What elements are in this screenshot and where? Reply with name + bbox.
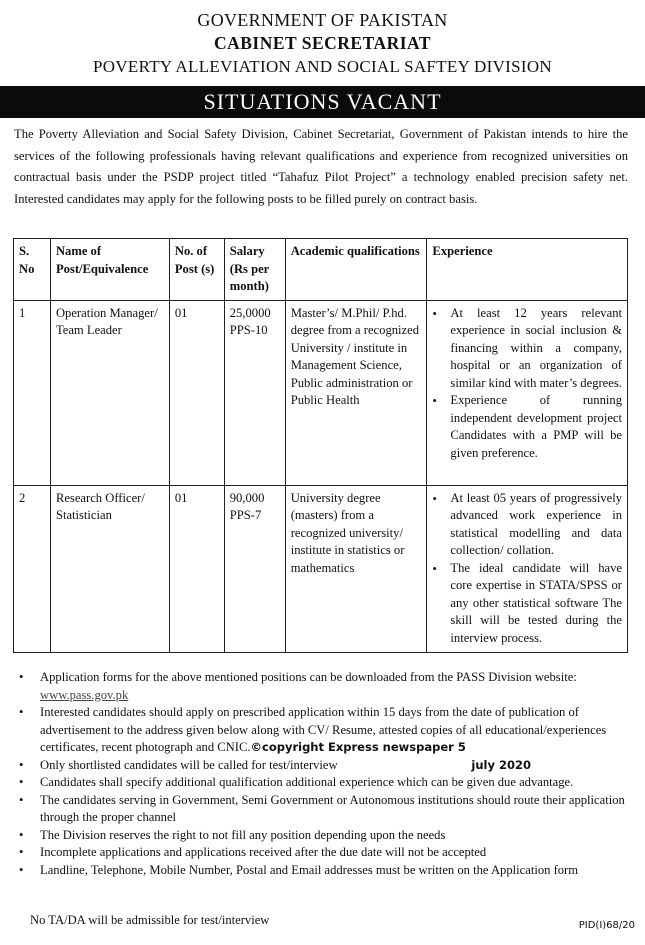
- note-item: [16, 704, 626, 757]
- note-item: • The candidates serving in Government, Semi Government or Autonomous institutions should route their application through the proper channel: [16, 792, 626, 827]
- header-government: GOVERNMENT OF PAKISTAN: [197, 10, 448, 30]
- note-text: Only shortlisted candidates will be called for test/interview: [40, 757, 338, 772]
- note-item: • Incomplete applications and applications received after the due date will not be accepted: [16, 844, 626, 862]
- cell-sno: 1: [14, 300, 51, 485]
- header-no-of-posts: No. of Post (s): [169, 239, 224, 301]
- note-item: • Landline, Telephone, Mobile Number, Postal and Email addresses must be written on the Application form: [16, 862, 626, 880]
- cell-salary: [224, 485, 285, 652]
- experience-item: • At least 05 years of progressively advanced work experience in statistical modelling and data collection/ collation.: [432, 490, 622, 560]
- note-text: Application forms for the above mentioned positions can be downloaded from the PASS Division website:: [40, 670, 577, 684]
- table-header-row: [14, 239, 628, 301]
- cell-no-of-posts: 01: [169, 485, 224, 652]
- cell-post-name: Operation Manager/ Team Leader: [50, 300, 169, 485]
- pass-website-link[interactable]: www.pass.gov.pk: [40, 687, 129, 702]
- experience-item: • At least 12 years relevant experience in social inclusion & financing within a company, hospital or an organization of similar kind with mater’s degrees.: [432, 305, 622, 393]
- note-item: • The Division reserves the right to not fill any position depending upon the needs: [16, 827, 626, 845]
- cell-experience: [427, 300, 628, 485]
- note-text: Interested candidates should apply on prescribed application within 15 days from the date of publication of advertisement to the address given below along with CV/ Resume, attested copies of all educational/experiences certificates, recent photograph and CNIC.: [40, 705, 607, 754]
- salary-scale: PPS-7: [229, 508, 262, 522]
- salary-scale: PPS-10: [229, 323, 268, 337]
- note-item: [16, 669, 626, 704]
- copyright-notice: ©copyright Express newspaper 5: [250, 740, 466, 754]
- instructions-list: [16, 669, 626, 879]
- header-sno: S. No: [14, 239, 51, 301]
- cell-academic: Master’s/ M.Phil/ P.hd. degree from a recognized University / institute in Management Science, Public administration or Public Health: [285, 300, 427, 485]
- experience-item: • Experience of running independent development project Candidates with a PMP will be given preference.: [432, 392, 622, 462]
- salary-amount: 25,0000: [229, 305, 271, 320]
- salary-amount: 90,000: [229, 490, 265, 505]
- pid-code: PID(I)68/20: [578, 920, 635, 931]
- header-academic: Academic qualifications: [285, 239, 427, 301]
- cell-academic: University degree (masters) from a recognized university/ institute in statistics or mathematics: [285, 485, 427, 652]
- intro-paragraph: The Poverty Alleviation and Social Safety Division, Cabinet Secretariat, Government of Pakistan intends to hire the services of the following professionals having relevant qualifications and experience from recognized universities on contractual basis under the PSDP project titled “Tahafuz Pilot Project” a technology enabled precision safety net. Interested candidates may apply for the following posts to be filled purely on contract basis.: [14, 127, 628, 206]
- cell-sno: 2: [14, 485, 51, 652]
- cell-no-of-posts: 01: [169, 300, 224, 485]
- cell-post-name: Research Officer/ Statistician: [50, 485, 169, 652]
- header-post-name: Name of Post/Equivalence: [50, 239, 169, 301]
- header-division: POVERTY ALLEVIATION AND SOCIAL SAFTEY DIVISION: [92, 57, 552, 76]
- copyright-date: july 2020: [471, 757, 531, 772]
- positions-table: [13, 238, 628, 653]
- ta-da-notice: No TA/DA will be admissible for test/interview: [30, 913, 270, 927]
- situations-vacant-banner: SITUATIONS VACANT: [0, 86, 645, 118]
- table-row: [14, 300, 628, 485]
- header-experience: Experience: [427, 239, 628, 301]
- note-item: [16, 757, 626, 775]
- cell-salary: [224, 300, 285, 485]
- note-item: • Candidates shall specify additional qualification additional experience which can be given due advantage.: [16, 774, 626, 792]
- table-row: [14, 485, 628, 652]
- header-salary: Salary (Rs per month): [224, 239, 285, 301]
- header-cabinet-secretariat: CABINET SECRETARIAT: [213, 33, 432, 53]
- cell-experience: [427, 485, 628, 652]
- experience-item: • The ideal candidate will have core expertise in STATA/SPSS or any other statistical software The skill will be tested during the interview process.: [432, 560, 622, 648]
